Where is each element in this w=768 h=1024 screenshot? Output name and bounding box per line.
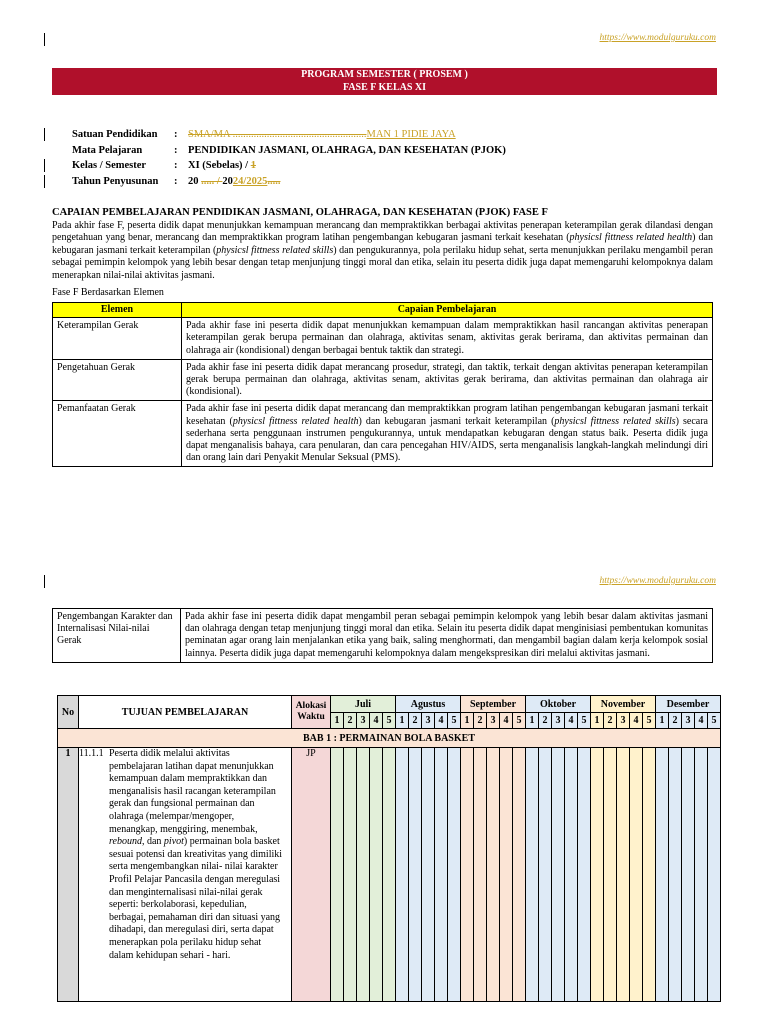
info-value-tahun (188, 176, 280, 192)
tp-text (109, 748, 285, 962)
schedule-cell[interactable] (630, 748, 643, 1002)
alokasi-cell: JP (292, 748, 331, 1002)
info-value-kelas (188, 160, 256, 176)
paragraph-text: Pada akhir fase F, peserta didik dapat menunjukkan kemampuan merancang dan mempraktikkan berbagai aktivitas penerapan keterampilan gerak dilandasi dengan pengetahuan yang benar, merancang dan mempraktikkan program latihan pengembangan kebugaran jasmani terkait kesehatan ( (52, 220, 713, 244)
week-number: 2 (474, 713, 487, 729)
identity-info (72, 129, 506, 191)
tahun-year: 24/2025 (232, 175, 268, 187)
week-number: 4 (565, 713, 578, 729)
schedule-cell[interactable] (565, 748, 578, 1002)
schedule-cell[interactable] (383, 748, 396, 1002)
section-title: CAPAIAN PEMBELAJARAN PENDIDIKAN JASMANI, OLAHRAGA, DAN KESEHATAN (PJOK) FASE F (52, 207, 548, 218)
tp-text-part: , dan (141, 836, 164, 848)
schedule-cell[interactable] (344, 748, 357, 1002)
text-cursor-mark (44, 575, 45, 588)
capaian-text: ) secara sederhana serta penggunaan instrumen pengukurannya, untuk mendapatkan kebugaran dengan status baik. Peserta didik juga dapat menganalisis bahaya, cara penularan, dan cara pencegahan HIV/AIDS, serta menganalisis langkah-langkah melindungi diri dan orang lain dari Penyakit Menular Seksual (PMS). (186, 415, 709, 464)
header-capaian: Capaian Pembelajaran (182, 303, 713, 318)
struck-text: ..... / (201, 175, 223, 187)
schedule-cell[interactable] (708, 748, 721, 1002)
tahun-mid: 20 (222, 175, 233, 187)
capaian-cell: Pada akhir fase ini peserta didik dapat menunjukkan kemampuan dalam mempraktikkan hasil rancangan aktivitas penerapan keterampilan gerak berupa permainan dan olahraga, aktivitas senam, aktivitas gerak berirama, dan aktivitas permainan dan olahraga air (kondisional) dengan berbagai bentuk taktik dan strategi. (182, 318, 713, 360)
info-label: Satuan Pendidikan (72, 129, 158, 140)
banner-title: PROGRAM SEMESTER ( PROSEM ) (301, 69, 468, 80)
week-number: 1 (526, 713, 539, 729)
table-row (53, 401, 713, 467)
header-url-link[interactable]: https://www.modulguruku.com (599, 33, 716, 43)
schedule-cell[interactable] (461, 748, 474, 1002)
schedule-cell[interactable] (617, 748, 630, 1002)
week-number: 3 (422, 713, 435, 729)
week-number: 3 (617, 713, 630, 729)
elemen-cell: Pengembangan Karakter dan Internalisasi Nilai-nilai Gerak (53, 609, 181, 663)
info-row-satuan (72, 129, 506, 145)
schedule-cell[interactable] (409, 748, 422, 1002)
week-number: 4 (500, 713, 513, 729)
week-number: 2 (409, 713, 422, 729)
subheading: Fase F Berdasarkan Elemen (52, 287, 164, 298)
bab-row (58, 729, 721, 748)
capaian-cell: Pada akhir fase ini peserta didik dapat mengambil peran sebagai pemimpin kelompok yang lebih besar dalam aktivitas jasmani dan olahraga dengan tetap menjunjung tinggi moral dan etika. Selain itu peserta didik dapat menginisiasi pembentukan komunitas peminatan agar orang lain menjalankan etika yang baik, saling menghormati, dan mengambil bagian dalam kerja kelompok sosial lainnya. Peserta didik juga dapat memengaruhi kelompoknya dalam mengekspresikan diri melalui aktivitas jasmani. (181, 609, 713, 663)
info-label: Mata Pelajaran (72, 144, 143, 156)
table-header-row (53, 303, 713, 318)
text-cursor-mark (44, 128, 45, 141)
text-cursor-mark (44, 33, 45, 46)
schedule-cell[interactable] (552, 748, 565, 1002)
month-header: Juli (331, 696, 396, 713)
info-value-satuan (188, 129, 456, 145)
schedule-cell[interactable] (357, 748, 370, 1002)
schedule-cell[interactable] (448, 748, 461, 1002)
schedule-cell[interactable] (513, 748, 526, 1002)
header-elemen: Elemen (53, 303, 182, 318)
elemen-cell: Pengetahuan Gerak (53, 359, 182, 401)
week-number: 2 (604, 713, 617, 729)
month-header: September (461, 696, 526, 713)
struck-text: SMA/MA ................................................... (188, 129, 367, 140)
schedule-cell[interactable] (422, 748, 435, 1002)
tp-italic: pivot (163, 836, 184, 848)
schedule-cell[interactable] (396, 748, 409, 1002)
week-number: 1 (591, 713, 604, 729)
banner-subtitle: FASE F KELAS XI (342, 81, 427, 93)
info-row-tahun (72, 176, 506, 192)
tujuan-cell (79, 748, 292, 1002)
table-row (53, 359, 713, 401)
schedule-cell[interactable] (643, 748, 656, 1002)
elemen-cell: Keterampilan Gerak (53, 318, 182, 360)
schedule-cell[interactable] (539, 748, 552, 1002)
table-row (58, 748, 721, 1002)
week-number: 1 (331, 713, 344, 729)
capaian-table-continued (52, 608, 713, 663)
week-number: 4 (630, 713, 643, 729)
tp-text-part: Peserta didik melalui aktivitas pembelajaran latihan dapat menunjukkan kemampuan dalam mempraktikkan dan menganalisis hasil racangan keterampilan gerak dan fungsional permainan dan olahraga (melempar/mengoper, menangkap, menggiring, menembak, (109, 748, 276, 835)
month-header: November (591, 696, 656, 713)
month-header: Agustus (396, 696, 461, 713)
week-number: 3 (487, 713, 500, 729)
kelas-text: XI (Sebelas) / (188, 160, 251, 171)
header-alokasi: Alokasi Waktu (292, 696, 331, 729)
text-cursor-mark (44, 175, 45, 188)
week-number: 4 (435, 713, 448, 729)
week-number: 5 (513, 713, 526, 729)
paragraph-italic: physicsl fittness related skills (216, 244, 334, 256)
capaian-text: ) dan kebugaran jasmani terkait keterampilan ( (358, 415, 555, 427)
info-row-kelas (72, 160, 506, 176)
info-colon: : (174, 129, 178, 140)
week-number: 5 (643, 713, 656, 729)
struck-text: ..... (267, 175, 281, 187)
week-number: 5 (708, 713, 721, 729)
schedule-cell[interactable] (604, 748, 617, 1002)
capaian-cell (182, 401, 713, 467)
school-name: MAN 1 PIDIE JAYA (366, 129, 456, 140)
week-number: 1 (461, 713, 474, 729)
info-colon: : (174, 175, 178, 187)
week-number: 2 (539, 713, 552, 729)
table-row (53, 318, 713, 360)
schedule-cell[interactable] (591, 748, 604, 1002)
info-colon: : (174, 160, 178, 171)
info-colon: : (174, 144, 178, 156)
month-header: Desember (656, 696, 721, 713)
prosem-grid (57, 695, 721, 1002)
schedule-cell[interactable] (578, 748, 591, 1002)
cp-paragraph (52, 220, 713, 282)
paragraph-italic: physicsl fittness related health (569, 232, 693, 244)
week-number: 5 (383, 713, 396, 729)
schedule-cell[interactable] (500, 748, 513, 1002)
capaian-cell: Pada akhir fase ini peserta didik dapat merancang prosedur, strategi, dan taktik, terkait dengan aktivitas penerapan keterampilan gerak berupa permainan dan olahraga, aktivitas senam, aktivitas gerak berirama, dan aktivitas permainan dan olahraga air (kondisional). (182, 359, 713, 401)
capaian-text: Pada akhir fase ini peserta didik dapat merancang dan mempraktikkan program latihan pengembangan kebugaran jasmani terkait kesehatan ( (186, 403, 708, 427)
struck-text: 1 (250, 160, 256, 171)
schedule-cell[interactable] (695, 748, 708, 1002)
schedule-cell[interactable] (656, 748, 669, 1002)
week-number: 5 (448, 713, 461, 729)
tp-italic: rebound (109, 836, 142, 848)
paragraph-text: ) dan kebugaran jasmani terkait keterampilan ( (52, 232, 713, 256)
week-number: 4 (695, 713, 708, 729)
week-number: 3 (357, 713, 370, 729)
week-number: 3 (552, 713, 565, 729)
schedule-cell[interactable] (435, 748, 448, 1002)
paragraph-text: ) dan pengukurannya, pola perilaku hidup sehat, serta menunjukkan perilaku mengambil peran sebagai pemimpin kelompok yang lebih besar dengan tetap menjunjung tinggi moral dan etika, selain itu peserta didik juga dapat memengaruhi kelompoknya dalam menerapkan nilai-nilai aktivitas jasmani. (52, 244, 713, 281)
info-value-mapel: PENDIDIKAN JASMANI, OLAHRAGA, DAN KESEHATAN (PJOK) (188, 144, 506, 156)
schedule-cell[interactable] (682, 748, 695, 1002)
week-number: 5 (578, 713, 591, 729)
info-row-mapel (72, 145, 506, 161)
bab-title: BAB 1 : PERMAINAN BOLA BASKET (58, 729, 721, 748)
table-row (53, 609, 713, 663)
week-number: 2 (669, 713, 682, 729)
week-number: 4 (370, 713, 383, 729)
week-number: 3 (682, 713, 695, 729)
month-header: Oktober (526, 696, 591, 713)
week-number: 2 (344, 713, 357, 729)
tahun-prefix: 20 (188, 175, 202, 187)
capaian-table (52, 302, 713, 467)
schedule-cell[interactable] (474, 748, 487, 1002)
schedule-cell[interactable] (487, 748, 500, 1002)
title-banner (52, 68, 717, 95)
capaian-italic: physicsl fittness related health (232, 415, 359, 427)
week-number: 1 (656, 713, 669, 729)
tp-code: 11.1.1 (79, 748, 104, 759)
schedule-cell[interactable] (370, 748, 383, 1002)
schedule-cell[interactable] (526, 748, 539, 1002)
tp-text-part: ) permainan bola basket sesuai potensi dan kreativitas yang dimiliki serta mengembangkan nilai- nilai karakter Profil Pelajar Pancasila dengan meregulasi dan menginternalisasi nilai-nilai gerak seperti: berkolaborasi, kepedulian, berbagai, pemahaman diri dan situasi yang dihadapi, dan meregulasi diri, serta dapat menerapkan pola perilaku hidup sehat dalam kehidupan sehari - hari. (109, 836, 283, 961)
item-number: 1 (58, 748, 79, 1002)
text-cursor-mark (44, 159, 45, 172)
week-number: 1 (396, 713, 409, 729)
header-no: No (58, 696, 79, 729)
header-url-link[interactable]: https://www.modulguruku.com (599, 576, 716, 586)
header-tujuan: TUJUAN PEMBELAJARAN (79, 696, 292, 729)
info-label: Tahun Penyusunan (72, 175, 159, 187)
capaian-italic: physicsl fittness related skills (554, 415, 676, 427)
elemen-cell: Pemanfaatan Gerak (53, 401, 182, 467)
schedule-cell[interactable] (669, 748, 682, 1002)
schedule-cell[interactable] (331, 748, 344, 1002)
info-label: Kelas / Semester (72, 160, 147, 171)
grid-month-row (58, 696, 721, 713)
